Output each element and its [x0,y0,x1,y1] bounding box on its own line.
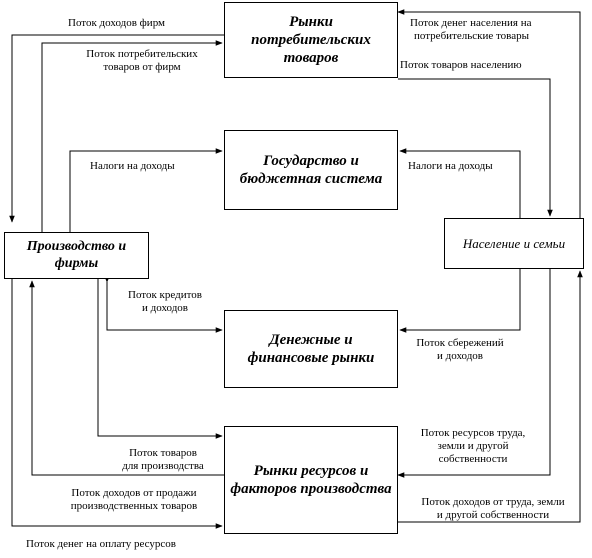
label-income-tax-firms: Налоги на доходы [90,160,175,172]
label-line: Поток товаров [129,447,197,459]
households-label: Население и семьи [462,235,566,251]
consumer-goods-markets-box [224,2,398,78]
label-line: и доходов [436,350,483,362]
label-line: собственности [438,453,508,465]
label-line: и доходов [141,302,188,314]
label-goods-to-households: Поток товаров населению [400,59,522,71]
production-firms-box [4,232,149,279]
label-line: для производства [122,460,204,472]
label-money-for-resources: Поток денег на оплату ресурсов [26,538,176,550]
label-resource-flow [408,427,538,466]
arrow-income-from-resources [398,271,580,522]
label-household-money-for-goods [410,17,531,43]
label-line: Поток денег населения на [410,17,532,29]
resource-markets-box [224,426,398,534]
money-financial-markets-box [224,310,398,388]
production-firms-label: Производство и фирмы [26,238,127,271]
label-consumer-goods-from-firms [60,48,224,74]
label-line: потребительские товары [414,30,529,42]
label-line: производственных товаров [70,500,198,512]
label-firm-income: Поток доходов фирм [68,17,165,29]
label-line: и другой собственности [436,509,550,521]
label-income-from-producer-goods [52,487,216,513]
households-box [444,218,584,269]
label-line: земли и другой [437,440,509,452]
label-line: Поток кредитов [128,289,202,301]
money-financial-markets-label: Денежные и финансовые рынки [247,332,375,366]
label-income-tax-households: Налоги на доходы [408,160,493,172]
consumer-goods-markets-label: Рынки потребительских товаров [251,14,371,66]
label-income-from-resources [398,496,588,522]
label-line: Поток сбережений [416,337,504,349]
government-budget-label: Государство и бюджетная система [239,153,383,187]
arrow-savings-income-flow [400,269,520,330]
label-goods-for-production [108,447,218,473]
government-budget-box [224,130,398,210]
label-line: Поток ресурсов труда, [420,427,526,439]
arrow-goods-to-households [398,79,550,216]
label-line: Поток потребительских [86,48,198,60]
label-line: Поток доходов от труда, земли [421,496,565,508]
label-line: Поток доходов от продажи [71,487,197,499]
resource-markets-label: Рынки ресурсов и факторов производства [230,463,392,497]
label-credit-income-flow [114,289,216,315]
label-line: товаров от фирм [103,61,181,73]
label-savings-income-flow [402,337,518,363]
